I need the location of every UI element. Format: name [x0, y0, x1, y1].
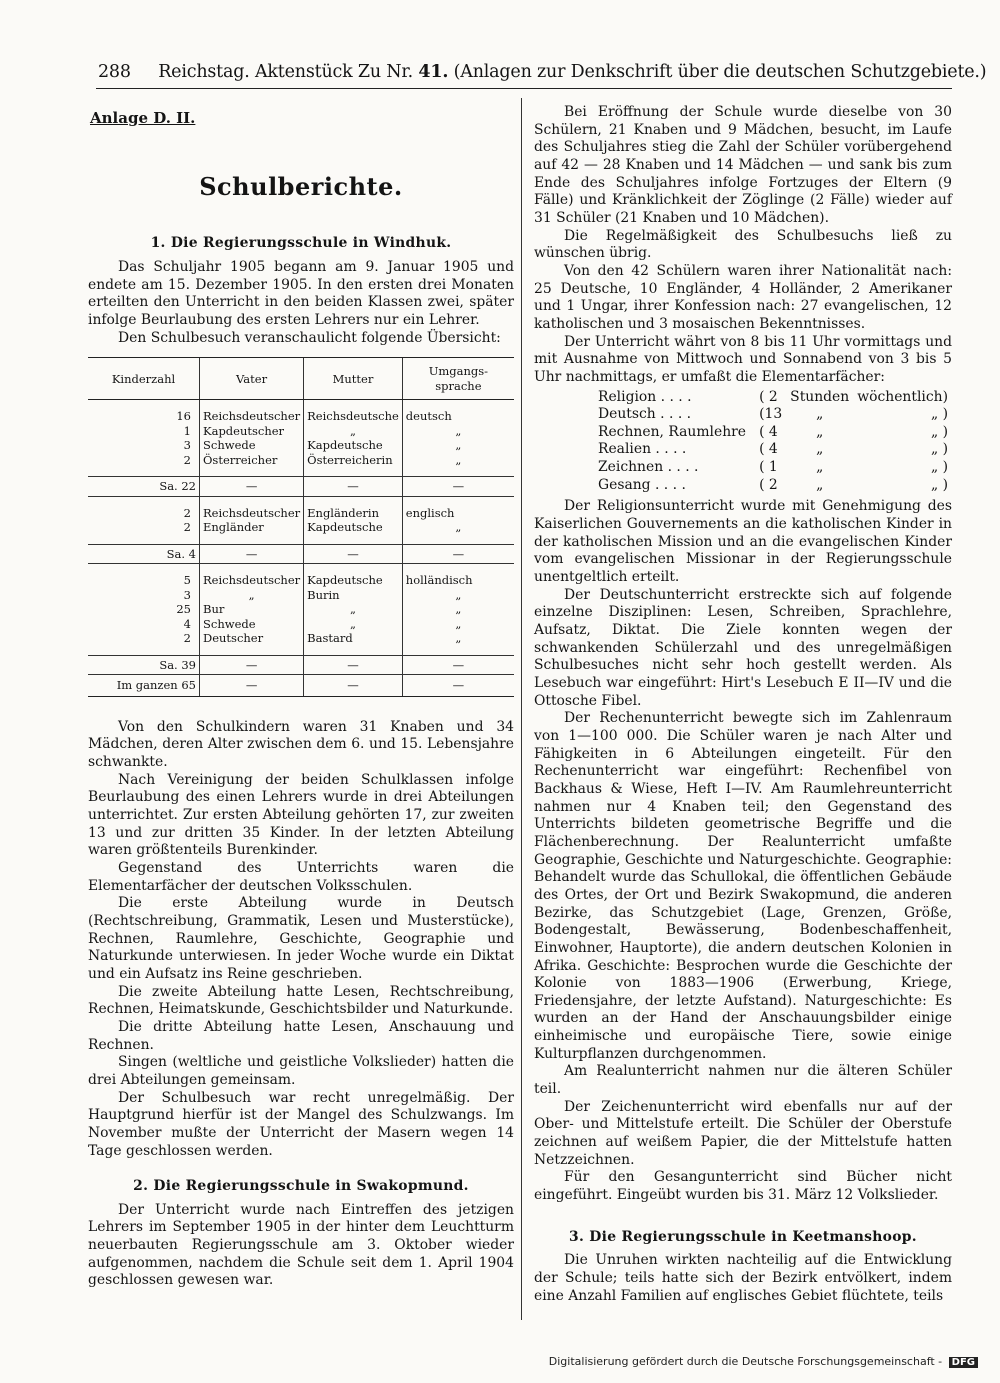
school-attendance-table: [88, 357, 514, 697]
paragraph: Den Schulbesuch veranschaulicht folgende Übersicht:: [118, 329, 501, 346]
hours-row: Religion . . . . ( 2 Stunden wöchentlich): [598, 388, 948, 405]
col-header: Kinderzahl: [88, 358, 200, 400]
hours-row: Zeichnen . . . . ( 1 „ „ ): [598, 459, 948, 476]
paragraph: Die Regelmäßigkeit des Schulbesuchs ließ zu wünschen übrig.: [534, 227, 952, 262]
header-subtitle: (Anlagen zur Denkschrift über die deutschen Schutzgebiete.): [453, 62, 987, 82]
table-row: 4 Schwede „ „: [88, 617, 514, 632]
hours-row: Realien . . . . ( 4 „ „ ): [598, 441, 948, 458]
paragraph: Der Unterricht währt von 8 bis 11 Uhr vormittags und mit Ausnahme von Mittwoch und Sonnabend von 3 bis 5 Uhr nachmittags, er umfaßt die Elementarfächer:: [534, 333, 952, 385]
column-divider: [521, 98, 522, 1320]
table-row: Sa. 22 — — —: [88, 477, 514, 497]
page-header: [98, 62, 987, 82]
right-column: [534, 104, 952, 1305]
paragraph: Bei Eröffnung der Schule wurde dieselbe von 30 Schülern, 21 Knaben und 9 Mädchen, besucht, im Laufe des Schuljahres stieg die Zahl der Schüler vorübergehend auf 42 — 28 Knaben und 14 Mädchen — und sank bis zum Ende des Schuljahres infolge Fortzuges der Eltern (9 Fälle) und Kränklichkeit der Zöglinge (2 Fälle) wieder auf 31 Schüler (21 Knaben und 10 Mädchen).: [534, 104, 952, 226]
paragraph: Die zweite Abteilung hatte Lesen, Rechtschreibung, Rechnen, Heimatskunde, Geschichtsbilder und Naturkunde.: [88, 983, 514, 1018]
paragraph: Gegenstand des Unterrichts waren die Elementarfächer der deutschen Volksschulen.: [88, 860, 514, 894]
section3-title: 3. Die Regierungsschule in Keetmanshoop.: [569, 1228, 917, 1245]
table-row: Sa. 4 — — —: [88, 544, 514, 564]
col-header: Mutter: [304, 358, 403, 400]
paragraph: Der Unterricht wurde nach Eintreffen des jetzigen Lehrers im September 1905 in der hinter dem Leuchtturm neuerbauten Regierungsschule am 3. Oktober wieder aufgenommen, nachdem die Schule seit dem 1. April 1904 geschlossen gewesen war.: [88, 1201, 514, 1289]
table-row: 3 „ Burin „: [88, 588, 514, 603]
left-column: [88, 104, 514, 1290]
paragraph: Die erste Abteilung wurde in Deutsch (Rechtschreibung, Grammatik, Lesen und Musterstücke), Rechnen, Raumlehre, Geschichte, Geographie und Naturkunde unterwiesen. In jeder Woche wurde ein Diktat und ein Aufsatz ins Reine geschrieben.: [88, 895, 514, 982]
paragraph: Von den Schulkindern waren 31 Knaben und 34 Mädchen, deren Alter zwischen dem 6. und 15. Lebensjahre schwankte.: [88, 718, 514, 771]
paragraph: Die dritte Abteilung hatte Lesen, Anschauung und Rechnen.: [88, 1018, 514, 1053]
paragraph: Am Realunterricht nahmen nur die älteren Schüler teil.: [534, 1063, 952, 1098]
section1-title: 1. Die Regierungsschule in Windhuk.: [150, 235, 452, 252]
paragraph: Von den 42 Schülern waren ihrer Nationalität nach: 25 Deutsche, 10 Engländer, 4 Holländer, 2 Amerikaner und 1 Ungar, ihrer Konfession nach: 27 evangelischen, 12 katholischen und 3 mosaischen Bekenntnisses.: [534, 262, 952, 332]
table-row: 16 Reichsdeutscher Reichsdeutsche deutsch: [88, 409, 514, 424]
header-number: 41.: [418, 62, 449, 82]
table-row: 2 Österreicher Österreicherin „: [88, 453, 514, 468]
header-text: Reichstag. Aktenstück Zu Nr.: [158, 62, 414, 82]
col-header: Umgangs-sprache: [402, 358, 514, 400]
section2-title: 2. Die Regierungsschule in Swakopmund.: [133, 1178, 469, 1195]
page-title: Schulberichte.: [199, 171, 403, 201]
paragraph: Singen (weltliche und geistliche Volkslieder) hatten die drei Abteilungen gemeinsam.: [88, 1054, 514, 1088]
footer-credit: [549, 1355, 978, 1368]
weekly-hours-table: [594, 389, 952, 495]
table-row: 2 Deutscher Bastard „: [88, 631, 514, 646]
hours-row: Deutsch . . . . (13 „ „ ): [598, 406, 948, 423]
table-row: 25 Bur „ „: [88, 602, 514, 617]
paragraph: Für den Gesangunterricht sind Bücher nicht eingeführt. Eingeübt wurden bis 31. März 12 Volkslieder.: [534, 1169, 952, 1204]
hours-row: Gesang . . . . ( 2 „ „ ): [598, 476, 948, 493]
paragraph: Die Unruhen wirkten nachteilig auf die Entwicklung der Schule; teils hatte sich der Bezirk entvölkert, indem eine Anzahl Familien auf englisches Gebiet flüchtete, teils: [534, 1252, 952, 1304]
paragraph: Der Zeichenunterricht wird ebenfalls nur auf der Ober- und Mittelstufe erteilt. Die Schüler der Oberstufe zeichnen auf weißem Papier, die der Mittelstufe hatten Netzzeichnen.: [534, 1098, 952, 1168]
table-row: 2 Engländer Kapdeutsche „: [88, 520, 514, 535]
paragraph: Der Rechenunterricht bewegte sich im Zahlenraum von 1—100 000. Die Schüler waren je nach Alter und Fähigkeiten in 6 Abteilungen eingeteilt. Für den Rechenunterricht war eingeführt: Rechenfibel von Backhaus & Wiese, Heft I—IV. Am Raumlehreunterricht nahmen nur 4 Knaben teil; den Gegenstand des Unterrichts bildeten geometrische Begriffe und die Flächenberechnung. Der Realunterricht umfaßte Geographie, Geschichte und Naturgeschichte. Geographie: Behandelt wurde das Schullokal, die öffentlichen Gebäude des Ortes, der Ort und Bezirk Swakopmund, die anderen Bezirke, das Schutzgebiet (Lage, Grenzen, Größe, Bodengestalt, Bewässerung, Bodenbeschaffenheit, Einwohner, Hauptorte), die andern deutschen Kolonien in Afrika. Geschichte: Besprochen wurde die Geschichte der Kolonie von 1883—1906 (Erwerbung, Kriege, Friedensjahre, der letzte Aufstand). Naturgeschichte: Es wurden an der Hand der Anschauungsbilder einige einheimische und europäische Tiere, sowie einige Kulturpflanzen durchgenommen.: [534, 710, 952, 1062]
paragraph: Das Schuljahr 1905 begann am 9. Januar 1905 und endete am 15. Dezember 1905. In den ersten drei Monaten erteilten den Unterricht in den beiden Klassen zwei, später infolge Beurlaubung des ersten Lehrers nur ein Lehrer.: [88, 258, 514, 328]
table-row: 1 Kapdeutscher „ „: [88, 424, 514, 439]
annex-label: Anlage D. II.: [90, 109, 196, 127]
page-number: 288: [98, 62, 131, 82]
dfg-logo: DFG: [949, 1357, 978, 1368]
paragraph: Der Deutschunterricht erstreckte sich auf folgende einzelne Disziplinen: Lesen, Schreiben, Sprachlehre, Aufsatz, Diktat. Die Ziele konnten wegen der schwankenden Schülerzahl und des unregelmäßigen Schulbesuches nicht sehr hoch gestellt werden. Als Lesebuch war eingeführt: Hirt's Lesebuch E II—IV und die Ottosche Fibel.: [534, 586, 952, 709]
table-row: Im ganzen 65 — — —: [88, 675, 514, 697]
table-row: 5 Reichsdeutscher Kapdeutsche holländisch: [88, 573, 514, 588]
col-header: Vater: [200, 358, 304, 400]
paragraph: Der Schulbesuch war recht unregelmäßig. Der Hauptgrund hierfür ist der Mangel des Schulzwangs. Im November mußte der Unterricht der Masern wegen 14 Tage geschlossen werden.: [88, 1089, 514, 1159]
paragraph: Nach Vereinigung der beiden Schulklassen infolge Beurlaubung des einen Lehrers wurde in drei Abteilungen unterrichtet. Zur ersten Abteilung gehörten 17, zur zweiten 13 und zur dritten 35 Kinder. In der letzten Abteilung waren größtenteils Burenkinder.: [88, 771, 514, 859]
table-row: Sa. 39 — — —: [88, 655, 514, 675]
table-row: 3 Schwede Kapdeutsche „: [88, 438, 514, 453]
header-rule: [96, 88, 952, 89]
footer-text: Digitalisierung gefördert durch die Deutsche Forschungsgemeinschaft -: [548, 1355, 943, 1368]
hours-row: Rechnen, Raumlehre ( 4 „ „ ): [598, 423, 948, 440]
table-row: 2 Reichsdeutscher Engländerin englisch: [88, 506, 514, 521]
paragraph: Der Religionsunterricht wurde mit Genehmigung des Kaiserlichen Gouvernements an die katholischen Kinder in der katholischen Mission und an die evangelischen Kinder vom evangelischen Missionar in der Regierungsschule unentgeltlich erteilt.: [534, 498, 952, 586]
